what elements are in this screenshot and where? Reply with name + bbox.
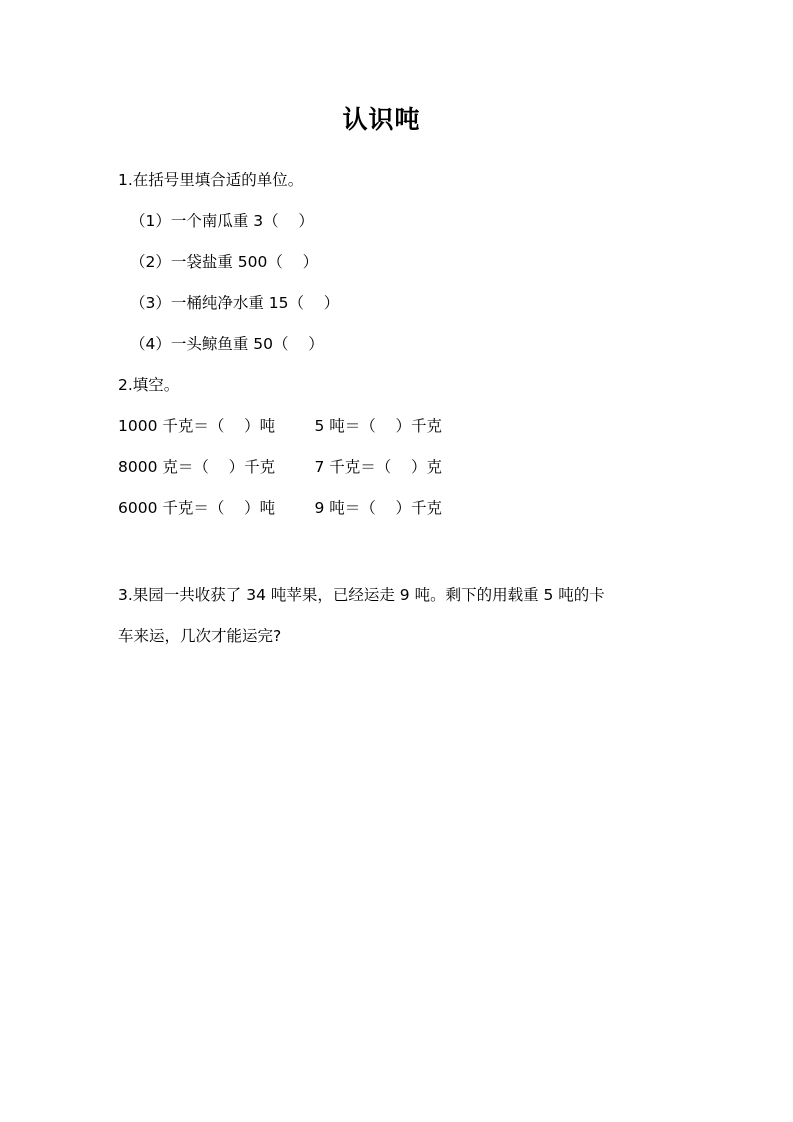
question-1-heading: 1.在括号里填合适的单位。 [118,171,304,189]
question-2-heading: 2.填空。 [118,376,180,394]
page-title: 认识吨 [342,105,421,134]
section-spacer [118,529,675,575]
question-2-item-2: 8000 克＝（ ）千克 7 千克＝（ ）克 [118,458,442,476]
question-2-item-1: 1000 千克＝（ ）吨 5 吨＝（ ）千克 [118,417,442,435]
question-1-item-4: （4）一头鲸鱼重 50（ ） [130,335,324,353]
question-1-item-2: （2）一袋盐重 500（ ） [130,253,319,271]
question-1-item-1: （1）一个南瓜重 3（ ） [130,212,314,230]
worksheet-content [118,160,675,657]
question-2-item-3: 6000 千克＝（ ）吨 9 吨＝（ ）千克 [118,499,442,517]
question-3-heading: 3.果园一共收获了 34 吨苹果，已经运走 9 吨。剩下的用载重 5 吨的卡 [118,586,605,604]
question-3-continuation: 车来运，几次才能运完? [118,627,282,645]
question-1-item-3: （3）一桶纯净水重 15（ ） [130,294,340,312]
